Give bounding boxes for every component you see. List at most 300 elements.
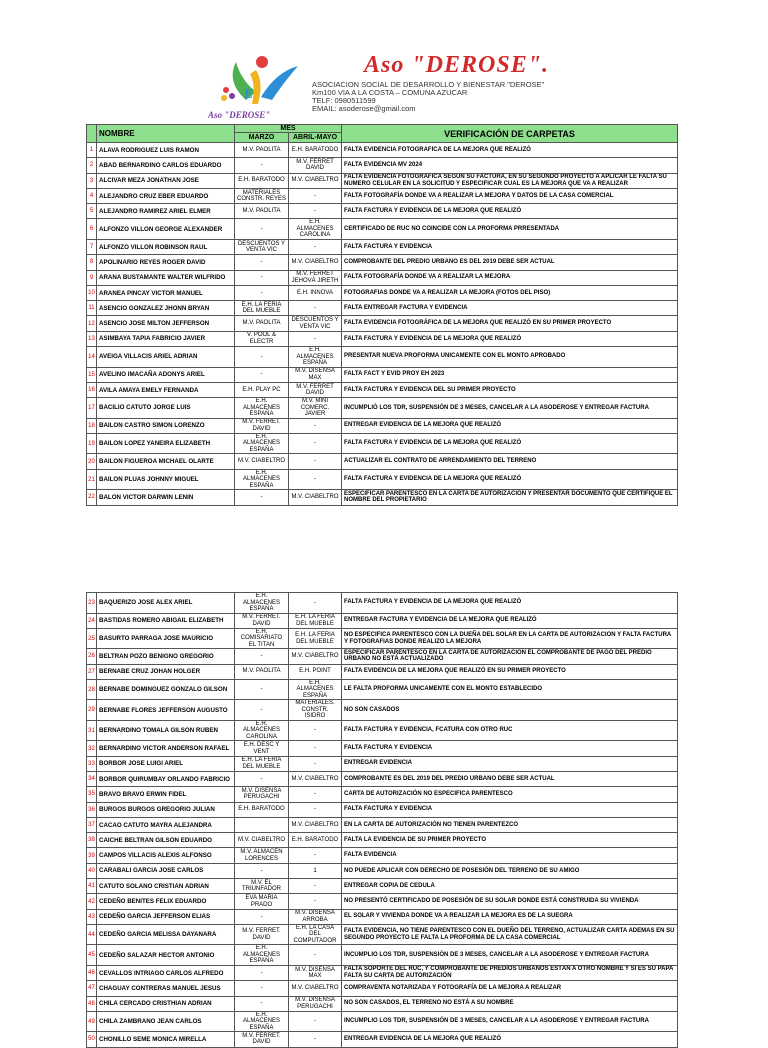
col-mes: MES — [235, 125, 342, 133]
document-header — [0, 0, 768, 124]
row-number: 49 — [87, 1011, 97, 1032]
verification-note: LE FALTA PROFORMA UNICAMENTE CON EL MONTO ESTABLECIDO — [342, 679, 678, 700]
verification-note: FALTA EVIDENCIA, NO TIENE PARENTESCO CON EL DUEÑO DEL TERRENO, ACTUALIZAR CARTA ADEMAS EN SU SEGUNDO PROYECTO LE FALTA LA PROFORMA DE LA CASA COMERCIAL — [342, 924, 678, 945]
abril-mayo-store: - — [289, 593, 342, 614]
row-number: 46 — [87, 965, 97, 980]
verification-note: FALTA FACTURA Y EVIDENCIA DE LA MEJORA QUE REALIZÓ — [342, 433, 678, 454]
row-number: 33 — [87, 756, 97, 771]
verification-note: ENTREGAR COPIA DE CEDULA — [342, 879, 678, 894]
abril-mayo-store: M.V. CIABELTRO — [289, 255, 342, 270]
abril-mayo-store: - — [289, 418, 342, 433]
row-number: 40 — [87, 863, 97, 878]
abril-mayo-store: - — [289, 802, 342, 817]
marzo-store: - — [235, 158, 289, 173]
verification-note: FOTOGRAFIAS DONDE VA A REALIZAR LA MEJORA (FOTOS DEL PISO) — [342, 285, 678, 300]
marzo-store: E.H. DESC Y VENT — [235, 741, 289, 756]
abril-mayo-store: - — [289, 1011, 342, 1032]
student-name: AVEIGA VILLACIS ARIEL ADRIAN — [97, 347, 235, 368]
verification-note: FALTA EVIDENCIA FOTOGRAFICA DE LA MEJORA QUE REALIZÓ — [342, 143, 678, 158]
student-name: BAQUERIZO JOSE ALEX ARIEL — [97, 593, 235, 614]
table-row — [87, 720, 678, 741]
verification-note: FALTA FACTURA Y EVIDENCIA, FCATURA CON OTRO RUC — [342, 720, 678, 741]
marzo-store: E.H. BARATODO — [235, 802, 289, 817]
row-number: 16 — [87, 382, 97, 397]
table-row — [87, 817, 678, 832]
abril-mayo-store: - — [289, 945, 342, 966]
table-row — [87, 833, 678, 848]
row-number: 41 — [87, 879, 97, 894]
marzo-store — [235, 817, 289, 832]
marzo-store: E.H. LA FERIA DEL MUEBLE — [235, 301, 289, 316]
verification-note: NO PUEDE APLICAR CON DERECHO DE POSESIÓN DEL TERRENO DE SU AMIGO — [342, 863, 678, 878]
marzo-store: - — [235, 219, 289, 240]
row-number: 1 — [87, 143, 97, 158]
abril-mayo-store: - — [289, 787, 342, 802]
abril-mayo-store: - — [289, 331, 342, 346]
verification-note: FALTA EVIDENCIA MV 2024 — [342, 158, 678, 173]
abril-mayo-store: M.V. DISENSA PERUGACHI — [289, 996, 342, 1011]
abril-mayo-store: E.H. ALMACENES ESPAÑA — [289, 679, 342, 700]
verification-note: FALTA FACTURA Y EVIDENCIA DE LA MEJORA QUE REALIZÓ — [342, 469, 678, 490]
table-row — [87, 331, 678, 346]
row-number: 4 — [87, 188, 97, 203]
marzo-store: - — [235, 649, 289, 664]
student-name: CHILA CERCADO CRISTHIAN ADRIAN — [97, 996, 235, 1011]
row-number: 45 — [87, 945, 97, 966]
table-row — [87, 418, 678, 433]
table-row — [87, 879, 678, 894]
student-name: BRAVO BRAVO ERWIN FIDEL — [97, 787, 235, 802]
abril-mayo-store: - — [289, 848, 342, 863]
table-row — [87, 490, 678, 505]
abril-mayo-store: E.H. BARATODO — [289, 833, 342, 848]
row-number: 44 — [87, 924, 97, 945]
marzo-store: E.H. ALMACENES CAROLINA — [235, 720, 289, 741]
verification-note: FALTA FACT Y EVID PROY EH 2023 — [342, 367, 678, 382]
row-number: 43 — [87, 909, 97, 924]
row-number: 48 — [87, 996, 97, 1011]
abril-mayo-store: - — [289, 204, 342, 219]
row-number: 6 — [87, 219, 97, 240]
abril-mayo-store: DESCUENTOS Y VENTA VIC — [289, 316, 342, 331]
marzo-store: E.H. ALMACENES ESPAÑA — [235, 945, 289, 966]
marzo-store: E.H. LA FERIA DEL MUEBLE — [235, 756, 289, 771]
abril-mayo-store: - — [289, 188, 342, 203]
org-phone: TELF: 0980511599 — [312, 96, 376, 105]
abril-mayo-store: - — [289, 454, 342, 469]
abril-mayo-store: E.H. LA CASA DEL COMPUTADOR — [289, 924, 342, 945]
verification-note: NO SON CASADOS, EL TERRENO NO ESTÁ A SU NOMBRE — [342, 996, 678, 1011]
table-row — [87, 771, 678, 786]
verification-note: FALTA ENTREGAR FACTURA Y EVIDENCIA — [342, 301, 678, 316]
verification-note: ENTREGAR FACTURA Y EVIDENCIA DE LA MEJORA QUE REALIZÓ — [342, 613, 678, 628]
verification-note: ESPECIFICAR PARENTESCO EN LA CARTA DE AUTORIZACIÓN Y PRESENTAR DOCUMENTO QUE CERTIFIQUE EL NOMBRE DEL PROPIETARIO — [342, 490, 678, 505]
abril-mayo-store: M.V. FERRET JEHOVÁ JIRETH — [289, 270, 342, 285]
student-name: BASURTO PARRAGA JOSE MAURICIO — [97, 628, 235, 649]
student-name: BAILON LOPEZ YANEIRA ELIZABETH — [97, 433, 235, 454]
verification-note: FALTA FACTURA Y EVIDENCIA — [342, 239, 678, 254]
student-name: ALFONZO VILLON GEORGE ALEXANDER — [97, 219, 235, 240]
row-number: 22 — [87, 490, 97, 505]
abril-mayo-store: - — [289, 720, 342, 741]
student-name: CEDEÑO SALAZAR HECTOR ANTONIO — [97, 945, 235, 966]
table-row — [87, 143, 678, 158]
col-nombre: NOMBRE — [97, 125, 235, 143]
row-number: 13 — [87, 331, 97, 346]
marzo-store: V. POOL & ELECTR — [235, 331, 289, 346]
marzo-store: M.V. PAOLITA — [235, 143, 289, 158]
abril-mayo-store: - — [289, 301, 342, 316]
abril-mayo-store: M.V. DISENSA ARROBA — [289, 909, 342, 924]
student-name: BERNARDINO TOMALA GILSON RUBEN — [97, 720, 235, 741]
row-number: 37 — [87, 817, 97, 832]
table-row — [87, 741, 678, 756]
abril-mayo-store: M.V. FERRET DAVID — [289, 382, 342, 397]
table-row — [87, 382, 678, 397]
verification-note: NO PRESENTÓ CERTIFICADO DE POSESIÓN DE SU SOLAR DONDE ESTÁ CONSTRUIDA SU VIVIENDA — [342, 894, 678, 909]
row-number: 12 — [87, 316, 97, 331]
student-name: CEDEÑO BENITES FELIX EDUARDO — [97, 894, 235, 909]
student-name: BERNABE CRUZ JOHAN HOLGER — [97, 664, 235, 679]
student-name: BAILON CASTRO SIMON LORENZO — [97, 418, 235, 433]
row-number: 3 — [87, 173, 97, 188]
table-row — [87, 301, 678, 316]
student-name: AVELINO IMACAÑA ADONYS ARIEL — [97, 367, 235, 382]
row-number: 29 — [87, 700, 97, 721]
table-row — [87, 628, 678, 649]
table-row — [87, 802, 678, 817]
student-name: BACILIO CATUTO JORGE LUIS — [97, 398, 235, 419]
verification-note: FALTA FACTURA Y EVIDENCIA DE LA MEJORA QUE REALIZÓ — [342, 593, 678, 614]
student-name: CAICHE BELTRAN GILSON EDUARDO — [97, 833, 235, 848]
abril-mayo-store: M.V. CIABELTRO — [289, 173, 342, 188]
marzo-store: - — [235, 255, 289, 270]
table-row — [87, 270, 678, 285]
verification-note: PRESENTAR NUEVA PROFORMA UNICAMENTE CON EL MONTO APROBADO — [342, 347, 678, 368]
row-number: 10 — [87, 285, 97, 300]
verification-note: EN LA CARTA DE AUTORIZACIÓN NO TIENEN PARENTEZCO — [342, 817, 678, 832]
student-name: CACAO CATUTO MAYRA ALEJANDRA — [97, 817, 235, 832]
verification-note: FALTA LA EVIDENCIA DE SU PRIMER PROYECTO — [342, 833, 678, 848]
abril-mayo-store: M.V. CIABELTRO — [289, 817, 342, 832]
table-row — [87, 593, 678, 614]
abril-mayo-store: M.V. DISENSA MAX — [289, 965, 342, 980]
abril-mayo-store: M.V. CIABELTRO — [289, 981, 342, 996]
marzo-store: - — [235, 285, 289, 300]
verification-note: EL SOLAR Y VIVIENDA DONDE VA A REALIZAR LA MEJORA ES DE LA SUEGRA — [342, 909, 678, 924]
verification-note: FALTA FACTURA Y EVIDENCIA — [342, 802, 678, 817]
abril-mayo-store: - — [289, 741, 342, 756]
row-number: 25 — [87, 628, 97, 649]
marzo-store: EVA MARIA PRADO — [235, 894, 289, 909]
row-number: 11 — [87, 301, 97, 316]
table-row — [87, 1032, 678, 1047]
row-number: 38 — [87, 833, 97, 848]
student-name: CHONILLO SEME MONICA MIRELLA — [97, 1032, 235, 1047]
table-row — [87, 255, 678, 270]
verification-note: FALTA FACTURA Y EVIDENCIA — [342, 741, 678, 756]
verification-table-page-2 — [86, 592, 678, 1048]
verification-note: ENTREGAR EVIDENCIA — [342, 756, 678, 771]
row-number: 31 — [87, 720, 97, 741]
table-row — [87, 469, 678, 490]
student-name: ASIMBAYA TAPIA FABRICIO JAVIER — [97, 331, 235, 346]
verification-note: FALTA EVIDENCIA FOTOGRAFICA SEGUN SU FACTURA, EN SU SEGUNDO PROYECTO A APLICAR LE FALTA SU NUMERO CELULAR EN LA SOLICITUD Y ESPECIFICAR CUAL ES LA MEJORA QUE VA A REALIZAR — [342, 173, 678, 188]
verification-note: FALTA FACTURA Y EVIDENCIA DE LA MEJORA QUE REALIZÓ — [342, 204, 678, 219]
verification-note: INCUMPLIO LOS TDR, SUSPENSIÓN DE 3 MESES, CANCELAR A LA ASODEROSE Y ENTREGAR FACTURA — [342, 1011, 678, 1032]
abril-mayo-store: M.V. CIABELTRO — [289, 649, 342, 664]
table-row — [87, 454, 678, 469]
verification-note: ACTUALIZAR EL CONTRATO DE ARRENDAMIENTO DEL TERRENO — [342, 454, 678, 469]
table-row — [87, 909, 678, 924]
marzo-store: E.H. COMISARIATO EL TITAN — [235, 628, 289, 649]
student-name: CEDEÑO GARCIA MELISSA DAYANARA — [97, 924, 235, 945]
student-name: ALEJANDRO CRUZ EBER EDUARDO — [97, 188, 235, 203]
marzo-store: M.V. DISENSA PERUGACHI — [235, 787, 289, 802]
brand-title: Aso "DEROSE". — [364, 52, 550, 78]
marzo-store: M.V. CIABELTRO — [235, 833, 289, 848]
abril-mayo-store: MATERIALES. CONSTR. ISIDRO — [289, 700, 342, 721]
student-name: ALCIVAR MEZA JONATHAN JOSE — [97, 173, 235, 188]
marzo-store: M.V. CIABELTRO — [235, 454, 289, 469]
row-number: 18 — [87, 418, 97, 433]
table-row — [87, 239, 678, 254]
student-name: ASENCIO JOSE MILTON JEFFERSON — [97, 316, 235, 331]
abril-mayo-store: 1 — [289, 863, 342, 878]
verification-note: INCUMPLIÓ LOS TDR, SUSPENSIÓN DE 3 MESES, CANCELAR A LA ASODEROSE Y ENTREGAR FACTURA — [342, 398, 678, 419]
table-row — [87, 894, 678, 909]
table-row — [87, 173, 678, 188]
student-name: ALAVA RODRIGUEZ LUIS RAMON — [97, 143, 235, 158]
abril-mayo-store: - — [289, 1032, 342, 1047]
row-number: 34 — [87, 771, 97, 786]
abril-mayo-store: - — [289, 239, 342, 254]
table-row — [87, 679, 678, 700]
row-number: 15 — [87, 367, 97, 382]
abril-mayo-store: E.H. ALMACENES ESPAÑA — [289, 347, 342, 368]
row-number: 39 — [87, 848, 97, 863]
marzo-store: M.V. PAOLITA — [235, 664, 289, 679]
verification-note: COMPROBANTE ES DEL 2019 DEL PREDIO URBANO DEBE SER ACTUAL — [342, 771, 678, 786]
student-name: CEDEÑO GARCIA JEFFERSON ELIAS — [97, 909, 235, 924]
marzo-store: M.V. FERRET. DAVID — [235, 924, 289, 945]
marzo-store: M.V. EL TRIUNFADOR — [235, 879, 289, 894]
verification-note: CERTIFICADO DE RUC NO COINCIDE CON LA PROFORMA PRRESENTADA — [342, 219, 678, 240]
row-number: 2 — [87, 158, 97, 173]
student-name: BERNABE DOMINGUEZ GONZALO GILSON — [97, 679, 235, 700]
verification-note: NO SON CASADOS — [342, 700, 678, 721]
marzo-store: - — [235, 996, 289, 1011]
marzo-store: - — [235, 771, 289, 786]
verification-note: FALTA FACTURA Y EVIDENCIA DE LA MEJORA QUE REALIZÓ — [342, 331, 678, 346]
table-row — [87, 347, 678, 368]
row-number: 32 — [87, 741, 97, 756]
table-row — [87, 158, 678, 173]
row-number: 24 — [87, 613, 97, 628]
abril-mayo-store: E.H. LA FERIA DEL MUEBLE — [289, 628, 342, 649]
marzo-store: M.V. ALMACEN LORENCES — [235, 848, 289, 863]
row-number: 27 — [87, 664, 97, 679]
row-number: 35 — [87, 787, 97, 802]
col-marzo: MARZO — [235, 133, 289, 143]
abril-mayo-store: E.H. ALMACENES CAROLINA — [289, 219, 342, 240]
table-row — [87, 219, 678, 240]
student-name: BERNARDINO VICTOR ANDERSON RAFAEL — [97, 741, 235, 756]
col-abril-mayo: ABRIL-MAYO — [289, 133, 342, 143]
logo-text: Aso "DEROSE" — [208, 110, 271, 120]
marzo-store: E.H. ALMACENES ESPAÑA — [235, 469, 289, 490]
table-row — [87, 981, 678, 996]
verification-note: FALTA EVIDENCIA FOTOGRÁFICA DE LA MEJORA QUE REALIZÓ EN SU PRIMER PROYECTO — [342, 316, 678, 331]
marzo-store: E.H. ALMACENES ESPAÑA — [235, 593, 289, 614]
abril-mayo-store: M.V. CIABELTRO — [289, 771, 342, 786]
marzo-store: E.H. PLAY PC — [235, 382, 289, 397]
student-name: CAMPOS VILLACIS ALEXIS ALFONSO — [97, 848, 235, 863]
student-name: BALON VICTOR DARWIN LENIN — [97, 490, 235, 505]
verification-note: FALTA FOTOGRAFÍA DONDE VA A REALIZAR LA MEJORA — [342, 270, 678, 285]
marzo-store: DESCUENTOS Y VENTA VIC — [235, 239, 289, 254]
marzo-store: M.V. FERRET. DAVID — [235, 613, 289, 628]
row-number: 5 — [87, 204, 97, 219]
verification-note: COMPRAVENTA NOTARIZADA Y FOTOGRAFÍA DE LA MEJORA A REALIZAR — [342, 981, 678, 996]
marzo-store: - — [235, 270, 289, 285]
table-row — [87, 996, 678, 1011]
abril-mayo-store: M.V. FERRET DAVID — [289, 158, 342, 173]
row-number: 36 — [87, 802, 97, 817]
aso-derose-logo — [206, 52, 306, 120]
verification-note: INCUMPLIO LOS TDR, SUSPENSIÓN DE 3 MESES, CANCELAR A LA ASODEROSE Y ENTREGAR FACTURA — [342, 945, 678, 966]
marzo-store: E.H. ALMACENES ESPAÑA — [235, 1011, 289, 1032]
student-name: ASENCIO GONZALEZ JHONN BRYAN — [97, 301, 235, 316]
marzo-store: M.V. FERRET. DAVID — [235, 1032, 289, 1047]
row-number: 21 — [87, 469, 97, 490]
verification-note: NO ESPECIFICA PARENTESCO CON LA DUEÑA DEL SOLAR EN LA CARTA DE AUTORIZACION Y FALTA FACTURA Y FOTOGRAFIAS DONDE REALIZO LA MEJORA — [342, 628, 678, 649]
student-name: AVILA AMAYA EMELY FERNANDA — [97, 382, 235, 397]
marzo-store: - — [235, 679, 289, 700]
student-name: ABAD BERNARDINO CARLOS EDUARDO — [97, 158, 235, 173]
marzo-store: M.V. PAOLITA — [235, 204, 289, 219]
marzo-store: E.H. ALMACENES ESPAÑA — [235, 433, 289, 454]
student-name: CARABALI GARCIA JOSE CARLOS — [97, 863, 235, 878]
marzo-store: - — [235, 909, 289, 924]
student-name: CHILA ZAMBRANO JEAN CARLOS — [97, 1011, 235, 1032]
abril-mayo-store: M.V. CIABELTRO — [289, 490, 342, 505]
verification-note: ENTREGAR EVIDENCIA DE LA MEJORA QUE REALIZÓ — [342, 1032, 678, 1047]
student-name: BORBOR JOSE LUIGI ARIEL — [97, 756, 235, 771]
student-name: ALEJANDRO RAMIREZ ARIEL ELMER — [97, 204, 235, 219]
marzo-store: - — [235, 700, 289, 721]
verification-note: CARTA DE AUTORIZACIÓN NO ESPECIFICA PARENTESCO — [342, 787, 678, 802]
table-row — [87, 188, 678, 203]
row-number: 42 — [87, 894, 97, 909]
org-address: Km100 VIA A LA COSTA – COMUNA AZUCAR — [312, 88, 468, 97]
table-row — [87, 1011, 678, 1032]
student-name: BURGOS BURGOS GREGORIO JULIAN — [97, 802, 235, 817]
verification-note: FALTA FOTOGRAFÍA DONDE VA A REALIZAR LA MEJORA Y DATOS DE LA CASA COMERCIAL — [342, 188, 678, 203]
marzo-store: - — [235, 490, 289, 505]
abril-mayo-store: - — [289, 433, 342, 454]
verification-note: FALTA EVIDENCIA DE LA MEJORA QUE REALIZÓ EN SU PRIMER PROYECTO — [342, 664, 678, 679]
marzo-store: MATERIALES CONSTR. REYES — [235, 188, 289, 203]
table-row — [87, 433, 678, 454]
abril-mayo-store: - — [289, 756, 342, 771]
student-name: ARANA BUSTAMANTE WALTER WILFRIDO — [97, 270, 235, 285]
table-row — [87, 204, 678, 219]
table-row — [87, 965, 678, 980]
abril-mayo-store: - — [289, 879, 342, 894]
row-number: 14 — [87, 347, 97, 368]
marzo-store: - — [235, 981, 289, 996]
table-row — [87, 367, 678, 382]
row-number: 28 — [87, 679, 97, 700]
student-name: CEVALLOS INTRIAGO CARLOS ALFREDO — [97, 965, 235, 980]
table-row — [87, 316, 678, 331]
table-row — [87, 285, 678, 300]
table-row — [87, 649, 678, 664]
student-name: BERNABE FLORES JEFFERSON AUGUSTO — [97, 700, 235, 721]
table-row — [87, 756, 678, 771]
svg-text:S: S — [253, 87, 260, 101]
row-number: 20 — [87, 454, 97, 469]
row-number: 17 — [87, 398, 97, 419]
verification-note: ESPECIFICAR PARENTESCO EN LA CARTA DE AUTORIZACIÓN EL COMPROBANTE DE PAGO DEL PREDIO URBANO NO ESTÁ ACTUALIZADO — [342, 649, 678, 664]
abril-mayo-store: E.H. LA FERIA DEL MUEBLE — [289, 613, 342, 628]
col-verificacion: VERIFICACIÓN DE CARPETAS — [342, 125, 678, 143]
verification-note: FALTA FACTURA Y EVIDENCIA DEL SU PRIMER PROYECTO — [342, 382, 678, 397]
marzo-store: - — [235, 347, 289, 368]
abril-mayo-store: M.V. MINI COMERC. JAVIER — [289, 398, 342, 419]
verification-note: FALTA EVIDENCIA — [342, 848, 678, 863]
table-row — [87, 700, 678, 721]
student-name: CHAGUAY CONTRERAS MANUEL JESUS — [97, 981, 235, 996]
student-name: ARANEA PINCAY VICTOR MANUEL — [97, 285, 235, 300]
marzo-store: - — [235, 863, 289, 878]
row-number: 23 — [87, 593, 97, 614]
student-name: BELTRAN POZO BENIGNO GREGORIO — [97, 649, 235, 664]
student-name: BAILON PLUAS JOHNNY MIGUEL — [97, 469, 235, 490]
abril-mayo-store: - — [289, 894, 342, 909]
abril-mayo-store: - — [289, 469, 342, 490]
abril-mayo-store: M.V. DISENSA MAX — [289, 367, 342, 382]
table-row — [87, 924, 678, 945]
org-email: EMAIL: asoderose@gmail.com — [312, 104, 416, 113]
marzo-store: M.V. FERRET. DAVID — [235, 418, 289, 433]
student-name: BASTIDAS ROMERO ABIGAIL ELIZABETH — [97, 613, 235, 628]
student-name: APOLINARIO REYES ROGER DAVID — [97, 255, 235, 270]
table-row — [87, 863, 678, 878]
verification-note: COMPROBANTE DEL PREDIO URBANO ES DEL 2019 DEBE SER ACTUAL — [342, 255, 678, 270]
table-row — [87, 787, 678, 802]
student-name: BAILON FIGUEROA MICHAEL OLARTE — [97, 454, 235, 469]
table-row — [87, 613, 678, 628]
student-name: BORBOR QUIRUMBAY ORLANDO FABRICIO — [97, 771, 235, 786]
marzo-store: - — [235, 367, 289, 382]
row-number: 9 — [87, 270, 97, 285]
row-number: 26 — [87, 649, 97, 664]
table-row — [87, 848, 678, 863]
row-number: 8 — [87, 255, 97, 270]
verification-note: FALTA SOPORTE DEL RUC, Y COMPROBANTE DE PREDIOS URBANOS ESTÁN A OTRO NOMBRE Y SI ES SU PAPA FALTA SU CARTA DE AUTORIZACIÓN — [342, 965, 678, 980]
marzo-store: - — [235, 965, 289, 980]
org-name: ASOCIACION SOCIAL DE DESARROLLO Y BIENESTAR "DEROSE" — [312, 80, 545, 89]
svg-text:E: E — [244, 87, 254, 102]
marzo-store: M.V. PAOLITA — [235, 316, 289, 331]
abril-mayo-store: E.H. BARATODO — [289, 143, 342, 158]
abril-mayo-store: E.H. INNOVA — [289, 285, 342, 300]
marzo-store: E.H. ALMACENES ESPAÑA — [235, 398, 289, 419]
row-number: 19 — [87, 433, 97, 454]
abril-mayo-store: E.H. POINT — [289, 664, 342, 679]
